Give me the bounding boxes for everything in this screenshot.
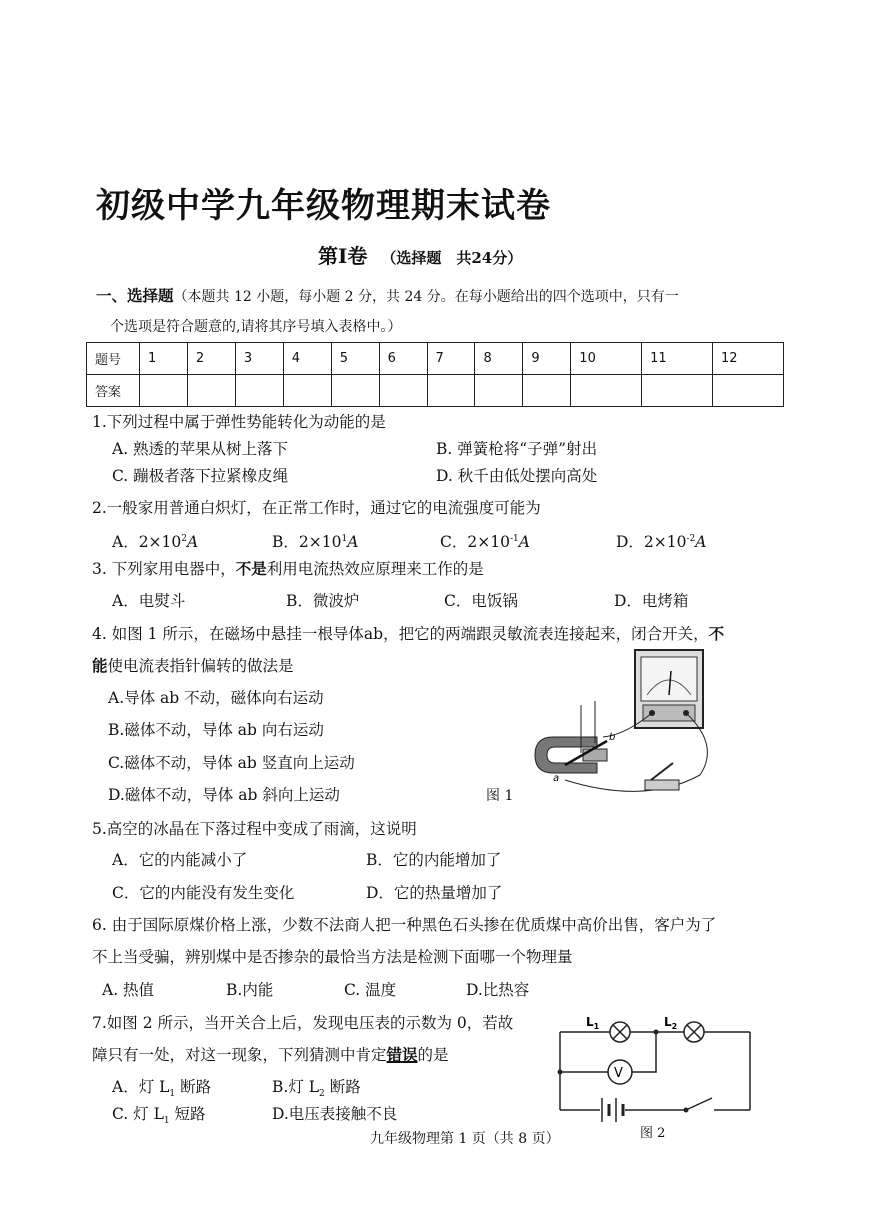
q4-stem-line2 bbox=[92, 654, 294, 676]
label-b: b bbox=[609, 732, 616, 743]
question-number-cell: 12 bbox=[713, 343, 784, 375]
q7-option-d: D.电压表接触不良 bbox=[272, 1105, 398, 1123]
q3-option-a: A．电熨斗 bbox=[112, 592, 186, 610]
question-number-cell: 5 bbox=[331, 343, 379, 375]
section1-desc2: 个选项是符合题意的,请将其序号填入表格中。） bbox=[110, 319, 402, 335]
question-number-cell: 7 bbox=[427, 343, 475, 375]
q1-option-c: C. 蹦极者落下拉紧橡皮绳 bbox=[112, 467, 289, 485]
q4-stem-post: 使电流表指针偏转的做法是 bbox=[107, 657, 294, 675]
q2-c-exp: -1 bbox=[509, 533, 519, 544]
q4-stem-pre: 4. 如图 1 所示，在磁场中悬挂一根导体ab，把它的两端跟灵敏流表连接起来，闭合开关， bbox=[92, 625, 709, 643]
q7-b-sub: 2 bbox=[319, 1089, 325, 1100]
lamp-l1-icon bbox=[610, 1022, 630, 1042]
question-number-cell: 8 bbox=[475, 343, 523, 375]
q2-option-c bbox=[440, 530, 530, 552]
q5-stem: 5.高空的冰晶在下落过程中变成了雨滴，这说明 bbox=[92, 820, 417, 838]
answer-cell[interactable] bbox=[475, 375, 523, 407]
switch-icon bbox=[686, 1098, 712, 1110]
lamp-l2-icon bbox=[684, 1022, 704, 1042]
q4-option-b: B.磁体不动，导体 ab 向右运动 bbox=[108, 721, 324, 739]
q4-option-c: C.磁体不动，导体 ab 竖直向上运动 bbox=[108, 754, 355, 772]
q4-stem-bold2: 能 bbox=[92, 656, 108, 675]
lamp-l2-label: $L_2$ bbox=[664, 1015, 678, 1031]
question-number-cell: 6 bbox=[379, 343, 427, 375]
q2-a-base: A．2×10 bbox=[112, 533, 182, 551]
question-number-cell: 4 bbox=[283, 343, 331, 375]
answer-cell[interactable] bbox=[283, 375, 331, 407]
q1-option-a: A. 熟透的苹果从树上落下 bbox=[112, 440, 289, 458]
answer-table bbox=[86, 342, 784, 407]
q6-option-b: B.内能 bbox=[226, 981, 274, 999]
q7-b-pre: B.灯 L bbox=[272, 1078, 320, 1096]
q2-c-base: C．2×10 bbox=[440, 533, 510, 551]
q2-d-exp: -2 bbox=[686, 533, 696, 544]
question-number-cell: 9 bbox=[523, 343, 571, 375]
question-number-cell: 1 bbox=[140, 343, 188, 375]
q1-stem: 1.下列过程中属于弹性势能转化为动能的是 bbox=[92, 413, 386, 431]
section1-desc1: （本题共 12 小题，每小题 2 分，共 24 分。在每小题给出的四个选项中，只有一 bbox=[173, 289, 679, 305]
volume-sub: （选择题 共24分） bbox=[381, 249, 523, 267]
figure2-circuit-diagram bbox=[552, 1010, 758, 1140]
q2-a-unit: A bbox=[187, 533, 199, 551]
answer-cell[interactable] bbox=[713, 375, 784, 407]
q7-stem-line2 bbox=[92, 1043, 449, 1065]
q5-option-a: A．它的内能减小了 bbox=[112, 851, 248, 869]
q2-b-base: B．2×10 bbox=[272, 533, 342, 551]
q6-stem-line2: 不上当受骗，辨别煤中是否掺杂的最恰当方法是检测下面哪一个物理量 bbox=[92, 948, 573, 966]
q3-stem bbox=[92, 557, 484, 579]
q3-stem-pre: 3. 下列家用电器中， bbox=[92, 560, 236, 578]
q3-option-b: B．微波炉 bbox=[286, 592, 360, 610]
answer-cell[interactable] bbox=[642, 375, 713, 407]
q7-stem-post: 的是 bbox=[417, 1046, 449, 1064]
answer-cell[interactable] bbox=[187, 375, 235, 407]
paper-title: 初级中学九年级物理期末试卷 bbox=[96, 186, 551, 226]
q7-c-sub: 1 bbox=[163, 1116, 170, 1127]
q2-c-unit: A bbox=[518, 533, 530, 551]
q7-a-pre: A．灯 L bbox=[112, 1078, 170, 1096]
q7-option-c bbox=[112, 1102, 206, 1126]
row-label-numbers: 题号 bbox=[87, 343, 140, 375]
q3-stem-post: 利用电流热效应原理来工作的是 bbox=[266, 560, 484, 578]
q5-option-c: C．它的内能没有发生变化 bbox=[112, 884, 295, 902]
battery-icon bbox=[602, 1098, 623, 1122]
section1-line1 bbox=[96, 284, 679, 306]
q2-option-d bbox=[616, 530, 706, 552]
switch-base bbox=[645, 780, 679, 790]
section1-head: 一、选择题 bbox=[96, 286, 174, 305]
q7-stem-pre: 障只有一处，对这一现象，下列猜测中肯定 bbox=[92, 1046, 387, 1064]
q5-option-b: B．它的内能增加了 bbox=[366, 851, 502, 869]
figure1-caption: 图 1 bbox=[486, 788, 514, 804]
q2-option-b bbox=[272, 530, 358, 552]
q7-c-pre: C. 灯 L bbox=[112, 1105, 164, 1123]
q1-option-b: B. 弹簧枪将“子弹”射出 bbox=[436, 440, 598, 458]
q3-option-d: D．电烤箱 bbox=[614, 592, 689, 610]
q7-stem-bold: 错误 bbox=[386, 1045, 418, 1064]
answer-table-row-answers bbox=[87, 375, 784, 407]
q7-c-post: 短路 bbox=[169, 1105, 206, 1123]
q2-d-base: D．2×10 bbox=[616, 533, 687, 551]
answer-cell[interactable] bbox=[235, 375, 283, 407]
magnet-stand bbox=[583, 749, 607, 761]
q7-stem-line1: 7.如图 2 所示，当开关合上后，发现电压表的示数为 0，若故 bbox=[92, 1014, 514, 1032]
q2-stem: 2.一般家用普通白炽灯，在正常工作时，通过它的电流强度可能为 bbox=[92, 499, 541, 517]
q2-a-exp: 2 bbox=[181, 533, 188, 544]
answer-cell[interactable] bbox=[379, 375, 427, 407]
q2-option-a bbox=[112, 530, 198, 552]
q6-option-c: C. 温度 bbox=[344, 981, 397, 999]
q6-stem-line1: 6. 由于国际原煤价格上涨，少数不法商人把一种黑色石头掺在优质煤中高价出售，客户为了 bbox=[92, 916, 717, 934]
answer-cell[interactable] bbox=[331, 375, 379, 407]
voltmeter-label: V bbox=[614, 1066, 623, 1081]
lamp-l1-label: $L_1$ bbox=[586, 1015, 600, 1031]
q4-option-d: D.磁体不动，导体 ab 斜向上运动 bbox=[108, 786, 340, 804]
answer-cell[interactable] bbox=[523, 375, 571, 407]
answer-table-row-numbers bbox=[87, 343, 784, 375]
figure1-galvanometer-diagram bbox=[525, 645, 725, 800]
q4-stem-bold1: 不 bbox=[708, 624, 725, 643]
switch-lever bbox=[651, 763, 673, 780]
q7-a-sub: 1 bbox=[169, 1089, 176, 1100]
question-number-cell: 3 bbox=[235, 343, 283, 375]
q6-option-a: A. 热值 bbox=[102, 981, 155, 999]
answer-cell[interactable] bbox=[571, 375, 642, 407]
row-label-answers: 答案 bbox=[87, 375, 140, 407]
q7-a-post: 断路 bbox=[175, 1078, 212, 1096]
answer-cell[interactable] bbox=[427, 375, 475, 407]
question-number-cell: 2 bbox=[187, 343, 235, 375]
q2-d-unit: A bbox=[695, 533, 707, 551]
q7-b-post: 断路 bbox=[324, 1078, 361, 1096]
volume-main: 第Ⅰ卷 bbox=[318, 244, 368, 268]
q7-option-b bbox=[272, 1075, 361, 1099]
q5-option-d: D．它的热量增加了 bbox=[366, 884, 503, 902]
page-footer: 九年级物理第 1 页（共 8 页） bbox=[370, 1131, 560, 1147]
label-a: a bbox=[553, 773, 560, 784]
figure2-caption: 图 2 bbox=[640, 1126, 666, 1141]
q2-b-exp: 1 bbox=[341, 533, 348, 544]
q3-option-c: C．电饭锅 bbox=[444, 592, 518, 610]
q6-option-d: D.比热容 bbox=[466, 981, 530, 999]
q3-stem-bold: 不是 bbox=[235, 559, 267, 578]
q4-stem-line1 bbox=[92, 622, 724, 644]
q2-b-unit: A bbox=[347, 533, 359, 551]
q4-option-a: A.导体 ab 不动，磁体向右运动 bbox=[108, 689, 324, 707]
volume-heading bbox=[318, 240, 522, 269]
question-number-cell: 11 bbox=[642, 343, 713, 375]
question-number-cell: 10 bbox=[571, 343, 642, 375]
answer-cell[interactable] bbox=[140, 375, 188, 407]
q1-option-d: D. 秋千由低处摆向高处 bbox=[436, 467, 598, 485]
q7-option-a bbox=[112, 1075, 211, 1099]
